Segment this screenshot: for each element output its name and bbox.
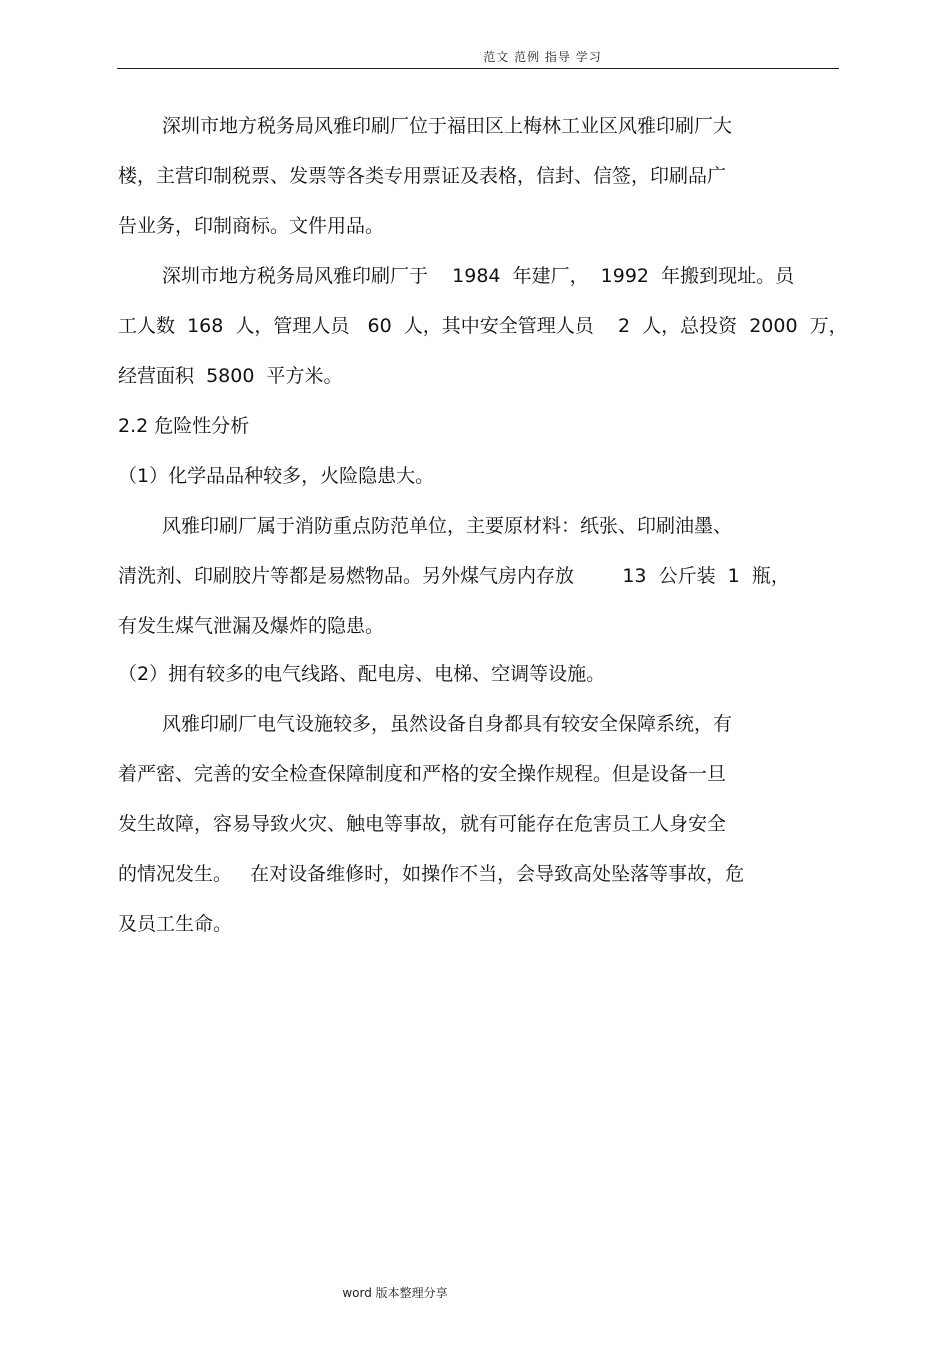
- header-divider: [117, 68, 839, 69]
- paragraph-line: 深圳市地方税务局风雅印刷厂位于福田区上梅林工业区风雅印刷厂大: [162, 115, 733, 137]
- paragraph-line: 楼，主营印制税票、发票等各类专用票证及表格，信封、信签，印刷品广: [118, 165, 727, 187]
- paragraph-line: 风雅印刷厂属于消防重点防范单位，主要原材料：纸张、印刷油墨、: [162, 515, 733, 537]
- section-heading: 2.2 危险性分析: [118, 415, 250, 437]
- subheading: （1）化学品品种较多，火险隐患大。: [118, 465, 435, 487]
- subheading: （2）拥有较多的电气线路、配电房、电梯、空调等设施。: [118, 663, 606, 685]
- page-footer-text: word 版本整理分享: [342, 1286, 448, 1300]
- paragraph-line: 着严密、完善的安全检查保障制度和严格的安全操作规程。但是设备一旦: [118, 763, 727, 785]
- paragraph-line: 经营面积 5800 平方米。: [118, 365, 343, 387]
- paragraph-line: 工人数 168 人，管理人员 60 人，其中安全管理人员 2 人，总投资 2000 万，: [118, 315, 848, 337]
- paragraph-line: 及员工生命。: [118, 913, 233, 935]
- paragraph-line: 清洗剂、印刷胶片等都是易燃物品。另外煤气房内存放 13 公斤装 1 瓶，: [118, 565, 790, 587]
- paragraph-line: 的情况发生。 在对设备维修时，如操作不当，会导致高处坠落等事故，危: [118, 863, 745, 885]
- paragraph-line: 发生故障，容易导致火灾、触电等事故，就有可能存在危害员工人身安全: [118, 813, 727, 835]
- paragraph-line: 有发生煤气泄漏及爆炸的隐患。: [118, 615, 385, 637]
- page-header-text: 范文 范例 指导 学习: [483, 50, 602, 64]
- paragraph-line: 告业务，印制商标。文件用品。: [118, 215, 385, 237]
- paragraph-line: 深圳市地方税务局风雅印刷厂于 1984 年建厂， 1992 年搬到现址。员: [162, 265, 795, 287]
- paragraph-line: 风雅印刷厂电气设施较多，虽然设备自身都具有较安全保障系统，有: [162, 713, 733, 735]
